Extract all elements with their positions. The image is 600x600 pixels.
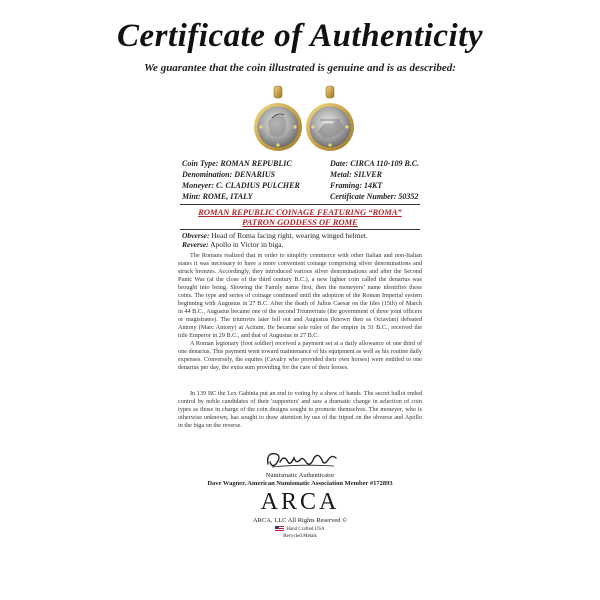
reverse-label: Reverse:	[182, 240, 209, 249]
certificate-title: Certificate of Authenticity	[116, 18, 484, 54]
coin-details-left	[182, 158, 300, 202]
obverse-text: Head of Roma facing right, wearing winged helmet.	[211, 231, 368, 240]
bail-left	[274, 86, 282, 98]
feature-heading: ROMAN REPUBLIC COINAGE FEATURING “ROMA”	[198, 207, 402, 217]
history-paragraph-2: A Roman legionary (foot soldier) received a payment set at a daily allowance of one third of one denarius. This payment went toward maintenance of his equipment as well as his routine daily expenses. Conversely, the equites (Cavalry who provided their own horses) were entitled to one denarius per day, the extra sum providing for the care of their horses.	[178, 340, 422, 371]
made-line	[0, 526, 600, 532]
denomination: Denomination: DENARIUS	[182, 170, 276, 179]
moneyer: Moneyer: C. CLADIUS PULCHER	[182, 181, 300, 190]
obverse-label: Obverse:	[182, 231, 210, 240]
history-text	[178, 252, 422, 372]
certificate-subtitle: We guarantee that the coin illustrated is genuine and is as described:	[144, 62, 456, 74]
divider-bottom	[180, 229, 420, 230]
history-paragraph-3: In 139 BC the Lex Gabinia put an end to voting by a show of hands. The secret ballot ended control by noble candidates of their 'supporters' and saw a dramatic change in selection of coin types as those in charge of the coin designs sought to promote themselves. The moneyer, who is otherwise unknown, has sought to draw attention by use of the tripod on the obverse and Apollo in the biga on the reverse.	[178, 390, 422, 429]
signature-role: Numismatic Authenticator	[265, 472, 335, 479]
lex-gabinia-text	[178, 390, 422, 430]
arca-logo: ARCA	[260, 489, 340, 515]
coin-pendants-icon	[254, 84, 354, 158]
bail-right	[326, 86, 334, 98]
member-line: Dave Wagner, American Numismatic Association Member #172893	[207, 480, 393, 487]
metal: Metal: SILVER	[330, 170, 382, 179]
reverse-line	[182, 240, 284, 249]
coin-details-right	[330, 158, 419, 202]
usa-flag-icon	[275, 526, 284, 532]
mint: Mint: ROME, ITALY	[182, 192, 253, 201]
reverse-text: Apollo in Victor in biga.	[210, 240, 284, 249]
made-text: Hand Crafted USA	[286, 527, 325, 533]
authenticator-signature	[262, 446, 342, 472]
recycled-line: Recycled Metals	[283, 534, 317, 539]
divider-top	[180, 204, 420, 205]
feature-subheading: PATRON GODDESS OF ROME	[242, 217, 358, 227]
certificate-number: Certificate Number: 50352	[330, 192, 419, 201]
framing: Framing: 14KT	[330, 181, 383, 190]
coin-type: Coin Type: ROMAN REPUBLIC	[182, 159, 292, 168]
date: Date: CIRCA 110-109 B.C.	[330, 159, 420, 168]
history-paragraph-1: The Romans realized that in order to simplify commerce with other Italian and non-Italian states it was necessary to have a more convenient coinage comprising silver denominations and struck bronzes. Accordingly, they introduced various silver denominations and after the Second Punic War (at the close of the third century B.C.), a new lighter coin called the denarius was brought into being. Showing the Family name first, then the moneyers’ name identifies these coins. The type and series of coinage continued until the adoption of the Roman Imperial system beginning with Augustus in 27 B.C. After the death of Julius Caesar on the Ides (15th) of March in 44 B.C., Augustus became one of the second Triumvirate (the government of three joint officers or magistrates). The triumvirs later fell out and Augustus (known then as Octavian) defeated Antony (Marc Antony) at Actium. He became sole ruler of the empire in 31 B.C., received the title Emperor in 29 B.C., and that of Augustus in 27 B.C.	[178, 252, 422, 339]
obverse-line	[182, 231, 368, 240]
rights-line: ARCA, LLC All Rights Reserved ©	[252, 517, 348, 524]
